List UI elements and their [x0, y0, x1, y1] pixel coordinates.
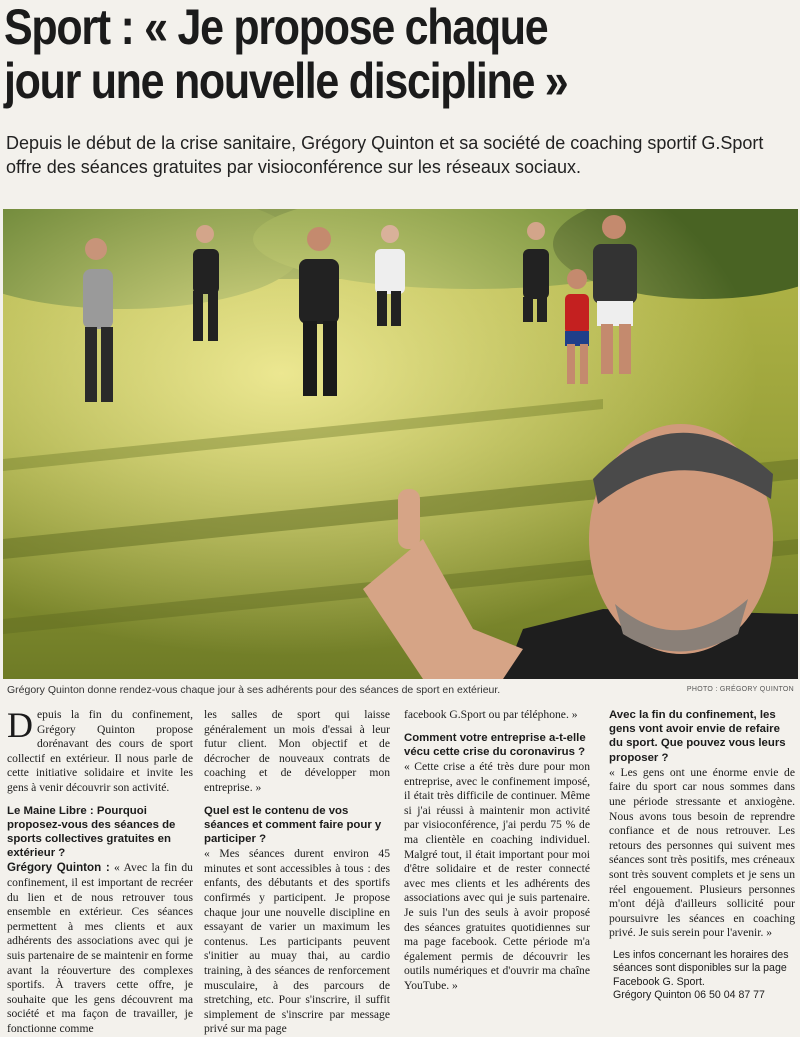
info-box: Les infos concernant les horaires des séances sont disponibles sur la page Facebook G. Sport. [613, 948, 789, 988]
article-photo [3, 209, 798, 679]
question-4: Avec la fin du confinement, les gens vont avoir envie de refaire du sport. Que pouvez vous leurs proposer ? [609, 709, 786, 764]
speaker-name: Grégory Quinton : [7, 861, 110, 875]
contact-line: Grégory Quinton 06 50 04 87 77 [613, 989, 765, 1002]
photo-credit: PHOTO : GRÉGORY QUINTON [686, 686, 794, 693]
answer-1-text: « Avec la fin du confinement, il est important de recréer du lien et de nous retrouver tous ensemble en extérieur. Ces séances permettent à mes clients et aux adhérents des associations avec qui je suis partenaire de se maintenir en forme avant la réouverture des complexes sportifs. À travers cette offre, je souhaite que les gens découvrent ma société et ma façon de travailler, je fonctionne comme [7, 861, 193, 1035]
article-column-2 [204, 708, 390, 1037]
intro-text: epuis la fin du confinement, Grégory Quinton propose dorénavant des cours de sport collectif en extérieur. Il nous parle de cette initiative solidaire et invite les gens à venir découvrir son activité. [7, 708, 193, 794]
subheadline: Depuis le début de la crise sanitaire, Grégory Quinton et sa société de coaching sportif G.Sport offre des séances gratuites par visioconférence sur les réseaux sociaux. [6, 133, 764, 177]
headline-line-1: Sport : « Je propose chaque [4, 0, 548, 55]
photo-caption: Grégory Quinton donne rendez-vous chaque jour à ses adhérents pour des séances de sport en extérieur. [7, 684, 501, 696]
answer-4: « Les gens ont une énorme envie de faire du sport car nous sommes dans une période stressante et anxiogène. Nous avons tous besoin de reprendre confiance et de nous retrouver. Les retours des personnes qui suivent mes séances sont très positifs, mes créneaux sont très souvent complets et je sens un réel engouement. Plusieurs personnes m'ont déjà d'ailleurs sollicité pour poursuivre les séances en coaching privé. Je suis serein pour l'avenir. » [609, 765, 795, 940]
article-column-4 [609, 708, 795, 1003]
question-2: Quel est le contenu de vos séances et comment faire pour y participer ? [204, 804, 382, 845]
headline [4, 0, 778, 108]
question-3: Comment votre entreprise a-t-elle vécu cette crise du coronavirus ? [404, 731, 586, 758]
answer-2: « Mes séances durent environ 45 minutes et sont accessibles à tous : des enfants, des débutants et des sportifs confirmés y participent. Je propose chaque jour une nouvelle discipline en essayant de varier un maximum les contenus. Les participants peuvent s'initier au muay thai, au cardio training, à des séances de renforcement musculaire, à des parcours de stretching, etc. Pour s'inscrire, il suffit simplement de s'inscrire par message privé sur ma page [204, 847, 390, 1036]
intro-paragraph [7, 705, 193, 796]
drop-cap: D [7, 705, 33, 745]
article-column-3 [404, 708, 590, 994]
headline-line-2: jour une nouvelle discipline » [4, 53, 568, 109]
answer-2-continued: facebook G.Sport ou par téléphone. » [404, 708, 578, 721]
article-column-1 [7, 705, 193, 1037]
photo-illustration [3, 209, 798, 679]
question-1: Le Maine Libre : Pourquoi proposez-vous des séances de sports collectives gratuites en extérieur ? [7, 804, 176, 860]
answer-1 [7, 861, 193, 1036]
answer-1-continued: les salles de sport qui laisse généralement un mois d'essai à leur futur client. Mon objectif et de décrocher de nouveaux contrats de coaching et de développer mon entreprise. » [204, 708, 390, 794]
answer-3: « Cette crise a été très dure pour mon entreprise, avec le confinement imposé, il était très difficile de continuer. Même si j'ai réussi à maintenir mon activité par visioconférence, j'ai perdu 75 % de ma clientèle en coaching individuel. Malgré tout, il était important pour moi d'être solidaire et de rester connecté avec mes clients et les adhérents des associations avec qui je suis partenaire. Je suis l'un des seuls à avoir proposé des séances gratuites quotidiennes sur ma page facebook. Cette période m'a également permis de découvrir les outils numériques et d'ouvrir ma chaîne YouTube. » [404, 760, 590, 992]
